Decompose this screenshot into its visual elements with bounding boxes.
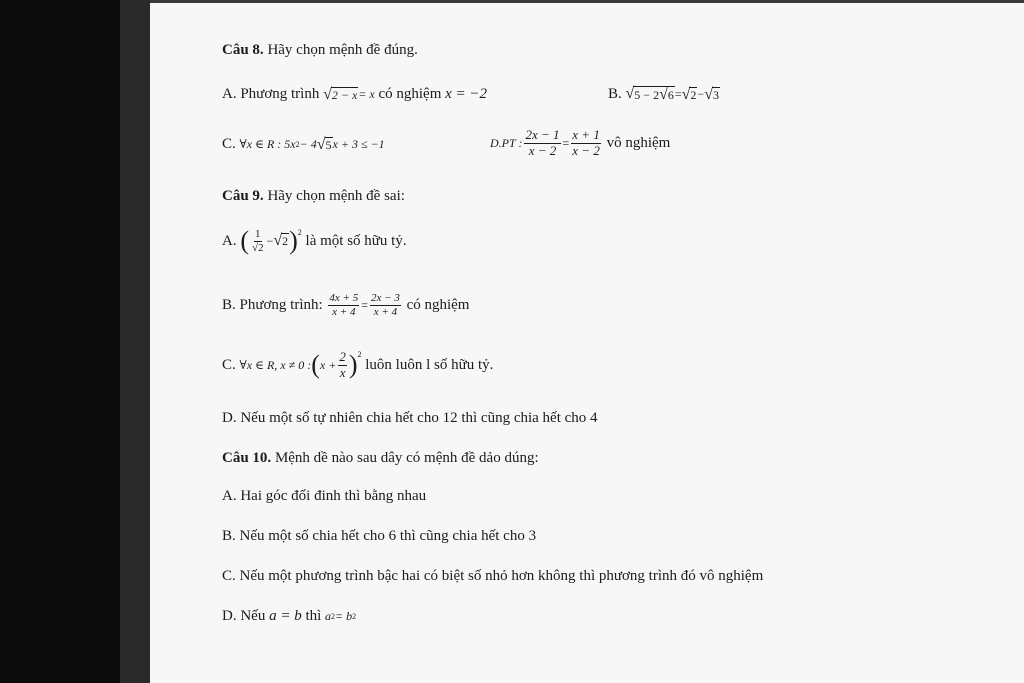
- q8-a-label: A.: [222, 86, 237, 102]
- q10-heading: [222, 450, 539, 467]
- q9-a-num: 1: [255, 228, 261, 240]
- q8-b-sqrt: [626, 86, 675, 103]
- q8-d-den1: x − 2: [528, 142, 557, 158]
- q9-b-label: B. Phương trình:: [222, 296, 323, 313]
- q9-b-frac1: [328, 292, 359, 318]
- q8-b-sqrt2: [682, 87, 698, 103]
- q10-option-a: A. Hai góc đối đinh thì bằng nhau: [222, 488, 427, 504]
- q8-b-mid: =: [674, 87, 682, 101]
- q9-a-r2: 2: [282, 234, 289, 249]
- q8-c-prefix: ∀x ∈ R : 5x: [239, 137, 296, 151]
- q10-d-eq: a = b: [269, 608, 302, 624]
- q8-c-label: C.: [222, 136, 236, 152]
- q8-b-radicand-wrap: [633, 86, 675, 103]
- q8-d-num1: 2x − 1: [525, 127, 560, 142]
- left-paren-icon: (: [240, 226, 250, 256]
- q9-heading: [222, 188, 405, 205]
- sqrt-sign-icon: √: [273, 232, 283, 250]
- q9-number: Câu 9.: [222, 188, 264, 204]
- q9-prompt: Hãy chọn mệnh đề sai:: [267, 188, 405, 204]
- q9-c-x: x +: [319, 357, 337, 372]
- sqrt-sign-icon: √: [316, 135, 326, 153]
- q8-d-label: D.PT :: [490, 135, 523, 150]
- q8-a-eq-right: = x: [358, 87, 375, 101]
- q9-a-minus: −: [266, 233, 274, 248]
- q9-c-exp: 2: [357, 350, 362, 359]
- sqrt-sign-icon: √: [681, 85, 691, 103]
- q9-b-frac2: [370, 292, 401, 318]
- q8-b-label: B.: [608, 86, 622, 102]
- q9-a-den-r: 2: [258, 241, 264, 254]
- q9-a-frac: [251, 228, 265, 254]
- q9-b-num1: 4x + 5: [329, 292, 359, 304]
- q9-option-a: [222, 228, 407, 254]
- q9-option-b: [222, 292, 469, 318]
- document-page: [150, 0, 1024, 683]
- q9-c-frac: [338, 350, 347, 381]
- q9-c-tail: luôn luôn l số hữu tỷ.: [365, 356, 494, 373]
- q9-c-label: C.: [222, 356, 236, 373]
- q8-option-d: [490, 128, 670, 159]
- q9-option-c: [222, 350, 493, 381]
- left-gray-strip: [120, 0, 150, 683]
- q8-option-b: [608, 86, 720, 103]
- q8-a-tail: có nghiệm: [378, 86, 442, 102]
- q8-c-mid: − 4: [299, 137, 317, 151]
- q9-option-d: D. Nếu một số tự nhiên chia hết cho 12 thì cũng chia hết cho 4: [222, 410, 598, 426]
- right-paren-icon: ): [289, 226, 298, 256]
- q10-d-a-exp: 2: [331, 612, 336, 621]
- q8-d-num2: x + 1: [572, 127, 600, 142]
- left-paren-icon: (: [311, 350, 320, 380]
- q10-prompt: Mệnh dề nào sau dây có mệnh đề dảo dúng:: [274, 450, 539, 466]
- q8-option-a: [222, 86, 487, 103]
- left-dark-margin: [0, 0, 120, 683]
- q8-b-radicand: 5 − 2: [634, 88, 660, 102]
- sqrt-sign-icon: √: [625, 85, 635, 102]
- sqrt-sign-icon: √: [704, 85, 713, 103]
- q9-b-den2: x + 4: [373, 305, 398, 318]
- q9-b-tail: có nghiệm: [406, 296, 470, 313]
- sqrt-sign-icon: √: [659, 86, 668, 103]
- q8-b-inner: 6: [667, 88, 674, 102]
- q8-d-eq: =: [562, 135, 570, 150]
- q10-d-b-exp: 2: [352, 612, 357, 621]
- q8-a-radicand: 2 − x: [331, 87, 358, 102]
- q8-d-den2: x − 2: [572, 142, 600, 158]
- q8-d-frac2: [571, 128, 601, 159]
- q9-a-exp: 2: [297, 228, 302, 237]
- q10-d-a: a: [325, 609, 332, 623]
- q8-b-r2: 2: [690, 87, 697, 102]
- q8-option-c: [222, 136, 385, 153]
- q9-a-tail: là một số hữu tỷ.: [305, 232, 407, 249]
- q8-b-sqrt3: [704, 87, 720, 103]
- q8-c-tail: x + 3 ≤ −1: [332, 137, 385, 151]
- q10-option-d: [222, 608, 356, 625]
- q8-d-frac1: [524, 128, 560, 159]
- q9-c-num: 2: [339, 349, 346, 364]
- q8-c-exp: 2: [295, 140, 300, 149]
- page-top-edge: [150, 0, 1024, 3]
- q8-c-sqrt: [317, 137, 333, 153]
- q9-b-num2: 2x − 3: [371, 292, 400, 304]
- q8-a-root: x = −2: [445, 86, 488, 102]
- q8-prompt: Hãy chọn mệnh đề đúng.: [267, 42, 418, 58]
- q9-a-label: A.: [222, 232, 237, 249]
- q9-c-prefix: ∀x ∈ R, x ≠ 0 :: [239, 357, 312, 372]
- q9-b-den1: x + 4: [332, 305, 356, 318]
- q8-a-sqrt: [323, 87, 358, 103]
- q10-option-c: C. Nếu một phương trình bậc hai có biệt số nhỏ hơn không thì phương trình đó vô nghiệm: [222, 568, 764, 584]
- q8-number: Câu 8.: [222, 42, 264, 58]
- q8-d-tail: vô nghiệm: [606, 134, 671, 151]
- q10-d-eq2: = b: [335, 609, 353, 623]
- q10-d-then: thì: [305, 608, 322, 624]
- q8-a-text: Phương trình: [240, 86, 320, 102]
- q9-a-den: √2: [252, 241, 264, 254]
- q9-b-eq: =: [361, 297, 369, 312]
- q10-d-label: D. Nếu: [222, 608, 266, 624]
- q8-c-r5: 5: [325, 137, 332, 152]
- q10-option-b: B. Nếu một số chia hết cho 6 thì cũng chia hết cho 3: [222, 528, 537, 544]
- right-paren-icon: ): [348, 350, 358, 380]
- q8-heading: [222, 42, 418, 59]
- q8-b-minus: −: [697, 87, 705, 101]
- sqrt-sign-icon: √: [323, 85, 332, 103]
- q10-number: Câu 10.: [222, 450, 272, 466]
- q9-c-den: x: [339, 364, 346, 380]
- q9-a-sqrt: [273, 233, 289, 249]
- q8-b-r3: 3: [712, 87, 719, 102]
